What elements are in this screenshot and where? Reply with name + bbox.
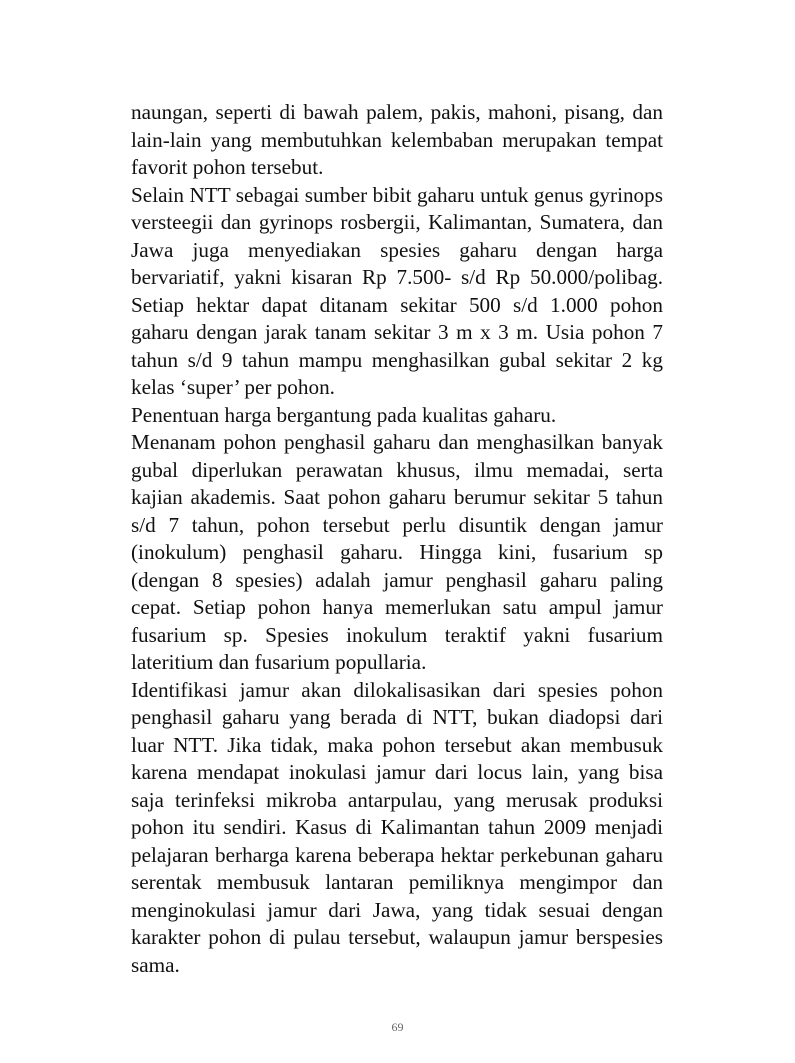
- page-body: [131, 99, 663, 979]
- paragraph-seed-sources: Selain NTT sebagai sumber bibit gaharu untuk genus gyrinops versteegii dan gyrinops rosbergii, Kalimantan, Sumatera, dan Jawa juga menyediakan spesies gaharu dengan harga bervariatif, yakni kisaran Rp 7.500- s/d Rp 50.000/polibag. Setiap hektar dapat ditanam sekitar 500 s/d 1.000 pohon gaharu dengan jarak tanam sekitar 3 m x 3 m. Usia pohon 7 tahun s/d 9 tahun mampu menghasilkan gubal sekitar 2 kg kelas ‘super’ per pohon.: [131, 182, 663, 399]
- paragraph-inoculation: Menanam pohon penghasil gaharu dan menghasilkan banyak gubal diperlukan perawatan khusus, ilmu memadai, serta kajian akademis. Saat pohon gaharu berumur sekitar 5 tahun s/d 7 tahun, pohon tersebut perlu disuntik dengan jamur (inokulum) penghasil gaharu. Hingga kini, fusarium sp (dengan 8 spesies) adalah jamur penghasil gaharu paling cepat. Setiap pohon hanya memerlukan satu ampul jamur fusarium sp. Spesies inokulum teraktif yakni fusarium lateritium dan fusarium popullaria.: [131, 430, 663, 674]
- paragraph-price-determination: Penentuan harga bergantung pada kualitas gaharu.: [131, 402, 557, 427]
- paragraph-fungus-identification: Identifikasi jamur akan dilokalisasikan dari spesies pohon penghasil gaharu yang berada di NTT, bukan diadopsi dari luar NTT. Jika tidak, maka pohon tersebut akan membusuk karena mendapat inokulasi jamur dari locus lain, yang bisa saja terinfeksi mikroba antarpulau, yang merusak produksi pohon itu sendiri. Kasus di Kalimantan tahun 2009 menjadi pelajaran berharga karena beberapa hektar perkebunan gaharu serentak membusuk lantaran pemiliknya mengimpor dan menginokulasi jamur dari Jawa, yang tidak sesuai dengan karakter pohon di pulau tersebut, walaupun jamur berspesies sama.: [131, 677, 663, 977]
- page-number: 69: [391, 1020, 404, 1034]
- paragraph-shade-preference: naungan, seperti di bawah palem, pakis, mahoni, pisang, dan lain-lain yang membutuhkan kelembaban merupakan tempat favorit pohon tersebut.: [131, 100, 663, 179]
